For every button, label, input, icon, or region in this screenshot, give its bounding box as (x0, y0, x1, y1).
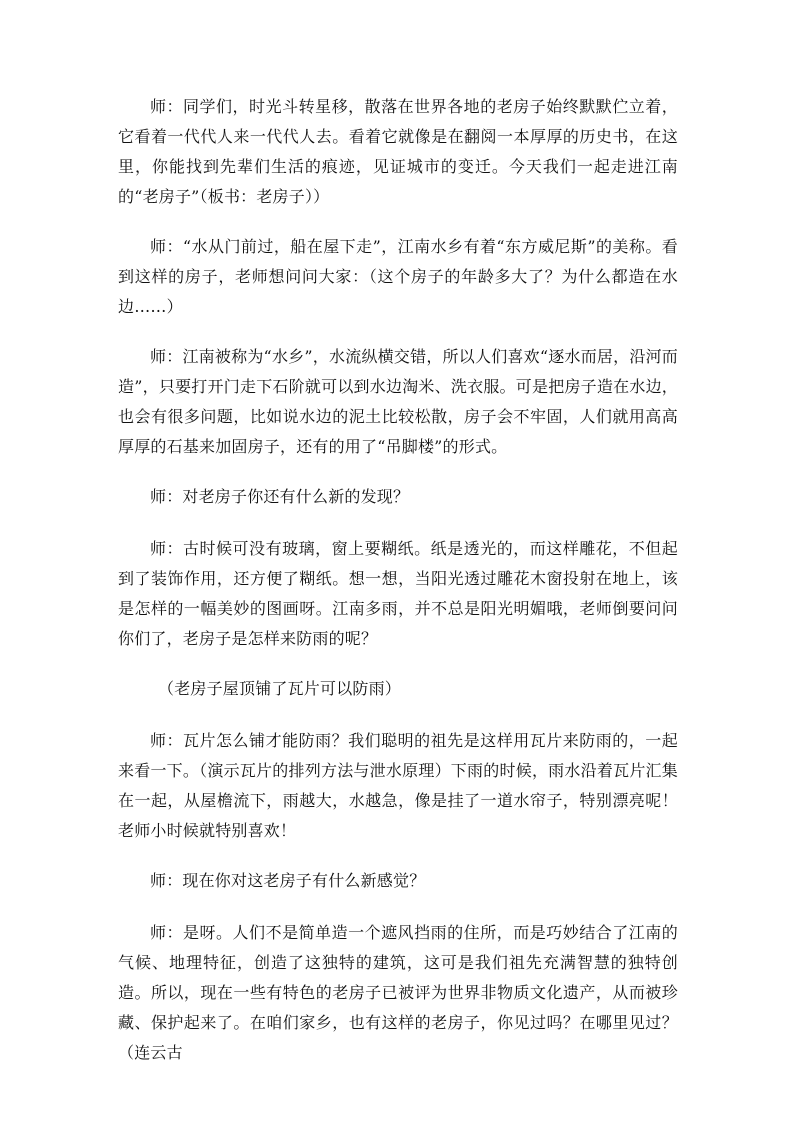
paragraph-heritage: 师：是呀。人们不是简单造一个遮风挡雨的住所，而是巧妙结合了江南的气候、地理特征，创造了这独特的建筑，这可是我们祖先充满智慧的独特创造。所以，现在一些有特色的老房子已被评为世界非物质文化遗产，从而被珍藏、保护起来了。在咱们家乡，也有这样的老房子，你见过吗？在哪里见过？（连云古 (118, 923, 678, 1062)
paragraph-new-feeling: 师：现在你对这老房子有什么新感觉？ (150, 871, 426, 890)
paragraph-roof-tiles: 师：瓦片怎么铺才能防雨？我们聪明的祖先是这样用瓦片来防雨的，一起来看一下。（演示瓦片的排列方法与泄水原理）下雨的时候，雨水沿着瓦片汇集在一起，从屋檐流下，雨越大，水越急，像是挂了一道水帘子，特别漂亮呢！老师小时候就特别喜欢！ (118, 731, 678, 840)
paragraph-water-town: 师：“水从门前过，船在屋下走”，江南水乡有着“东方威尼斯”的美称。看到这样的房子，老师想问问大家：（这个房子的年龄多大了？为什么都造在水边……） (118, 237, 678, 316)
paragraph-live-by-water: 师：江南被称为“水乡”，水流纵横交错，所以人们喜欢“逐水而居，沿河而造”，只要打开门走下石阶就可以到水边淘米、洗衣服。可是把房子造在水边，也会有很多问题，比如说水边的泥土比较松散，房子会不牢固，人们就用高高厚厚的石基来加固房子，还有的用了“吊脚楼”的形式。 (118, 347, 678, 456)
paragraph-student-answer: （老房子屋顶铺了瓦片可以防雨） (158, 679, 402, 698)
paragraph-new-discovery: 师：对老房子你还有什么新的发现？ (150, 487, 410, 506)
document-page (118, 92, 678, 1088)
paragraph-intro: 师：同学们，时光斗转星移，散落在世界各地的老房子始终默默伫立着，它看着一代代人来一代代人去。看着它就像是在翻阅一本厚厚的历史书，在这里，你能找到先辈们生活的痕迹，见证城市的变迁。今天我们一起走进江南的“老房子”（板书：老房子）） (118, 97, 678, 206)
paragraph-carved-windows: 师：古时候可没有玻璃，窗上要糊纸。纸是透光的，而这样雕花，不但起到了装饰作用，还方便了糊纸。想一想，当阳光透过雕花木窗投射在地上，该是怎样的一幅美妙的图画呀。江南多雨，并不总是阳光明媚哦，老师倒要问问你们了，老房子是怎样来防雨的呢？ (118, 539, 678, 648)
